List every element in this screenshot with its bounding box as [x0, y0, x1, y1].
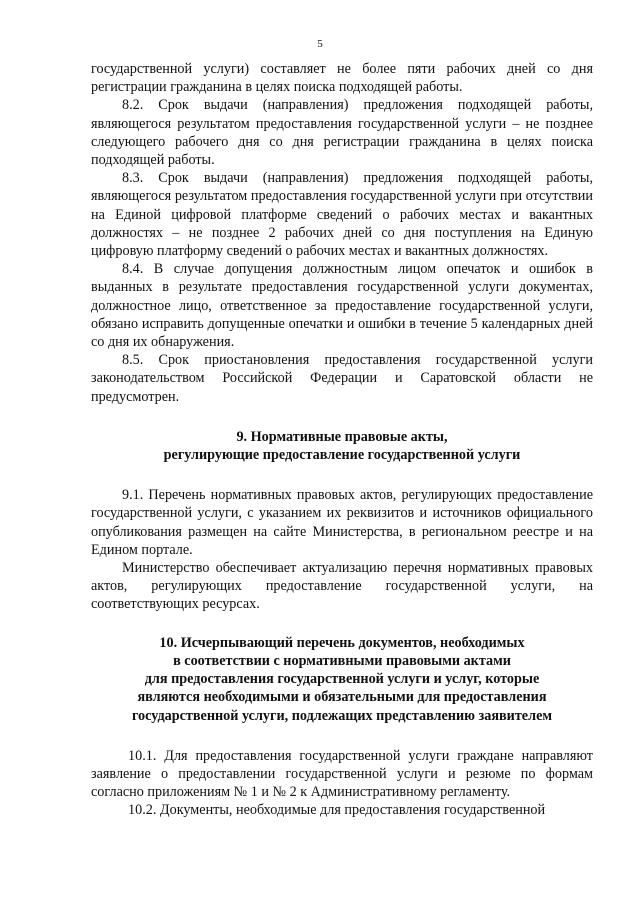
section-10-heading-line-3: для предоставления государственной услуги и услуг, которые [144, 671, 540, 688]
paragraph-10-2: 10.2. Документы, необходимые для предоставления государственной [128, 802, 546, 819]
section-10-heading-line-5: государственной услуги, подлежащих представлению заявителем [131, 707, 553, 724]
section-9-heading-line-2: регулирующие предоставление государственной услуги [163, 447, 521, 464]
paragraph-8-4: 8.4. В случае допущения должностным лицом опечаток и ошибок в выданных в результате предоставления государственной услуги документах, должностное лицо, ответственное за предоставление государственной услуги, обязано исправить допущенные опечатки и ошибки в течение 5 календарных дней со дня их обнаружения. [91, 261, 593, 351]
section-10-heading [91, 634, 593, 725]
document-body [91, 60, 593, 820]
paragraph-10-1: 10.1. Для предоставления государственной услуги граждане направляют заявление о предоставлении государственной услуги и резюме по формам согласно приложениям № 1 и № 2 к Административному регламенту. [91, 747, 593, 801]
section-9-heading [91, 428, 593, 464]
page-number: 5 [317, 38, 323, 50]
section-10-heading-line-4: являются необходимыми и обязательными для предоставления [137, 689, 547, 706]
paragraph-8-2: 8.2. Срок выдачи (направления) предложения подходящей работы, являющегося результатом предоставления государственной услуги – не позднее следующего рабочего дня со дня регистрации гражданина в целях поиска подходящей работы. [91, 97, 593, 169]
paragraph-9-1: 9.1. Перечень нормативных правовых актов, регулирующих предоставление государственной услуги, с указанием их реквизитов и источников официального опубликования размещен на сайте Министерства, в региональном реестре и на Едином портале. [91, 487, 593, 558]
paragraph-9-ministry: Министерство обеспечивает актуализацию перечня нормативных правовых актов, регулирующих предоставление государственной услуги, на соответствующих ресурсах. [91, 560, 593, 613]
section-9-heading-line-1: 9. Нормативные правовые акты, [236, 428, 448, 445]
section-10-heading-line-2: в соответствии с нормативными правовыми актами [173, 652, 511, 669]
section-10-heading-line-1: 10. Исчерпывающий перечень документов, необходимых [159, 634, 525, 651]
paragraph-8-3: 8.3. Срок выдачи (направления) предложения подходящей работы, являющегося результатом предоставления государственной услуги при отсутствии на Единой цифровой платформе сведений о рабочих местах и вакантных должностях – не позднее 2 рабочих дней со дня поступления на Единую цифровую платформу сведений о рабочих местах и вакантных должностях. [91, 170, 593, 260]
paragraph-8-5: 8.5. Срок приостановления предоставления государственной услуги законодательством Российской Федерации и Саратовской области не предусмотрен. [91, 352, 593, 405]
paragraph-continuation: государственной услуги) составляет не более пяти рабочих дней со дня регистрации гражданина в целях поиска подходящей работы. [91, 61, 593, 96]
